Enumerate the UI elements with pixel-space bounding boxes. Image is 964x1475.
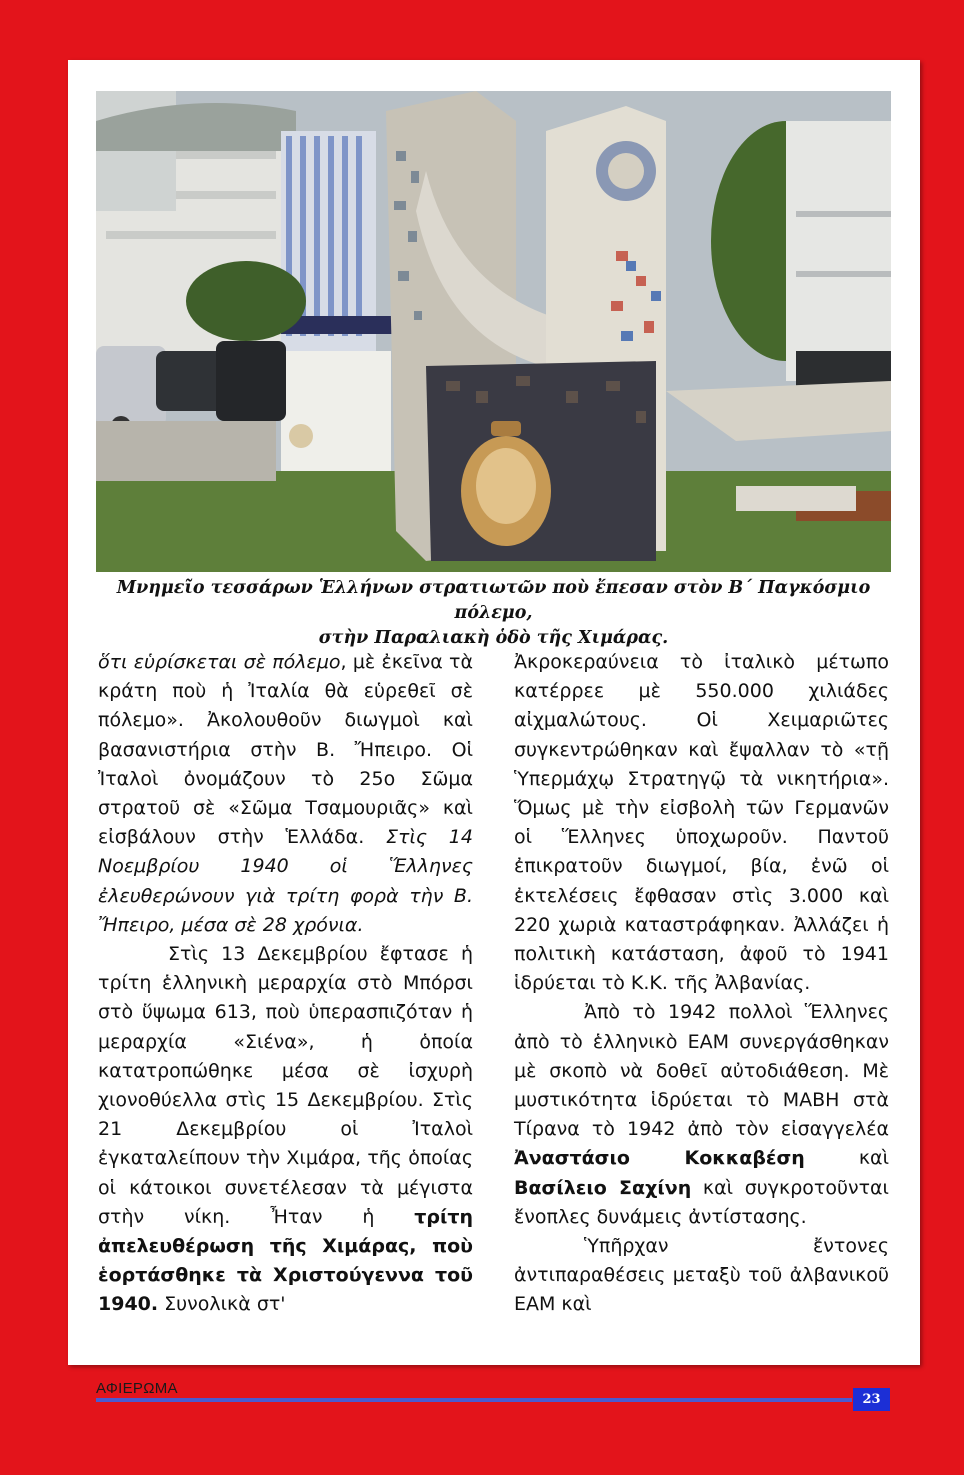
- section-label: ΑΦΙΕΡΩΜΑ: [96, 1380, 178, 1397]
- caption-line-1: Μνημεῖο τεσσάρων Ἑλλήνων στρατιωτῶν ποὺ ἔπεσαν στὸν Β΄ Παγκόσμιο πόλεμο,: [116, 578, 871, 623]
- bold-name-2: Βασίλειο Σαχίνη: [514, 1176, 692, 1199]
- body-text: καὶ συγκροτοῦνται ἔνοπλες δυνάμεις ἀντίστασης.: [514, 1176, 889, 1228]
- photo-caption: [96, 576, 891, 651]
- body-text: , μὲ ἐκεῖνα τὰ κράτη ποὺ ἡ Ἰταλία θὰ εὑρεθεῖ σὲ πόλεμο». Ἀκολουθοῦν διωγμοὶ καὶ βασανιστήρια στὴν Β. Ἤπειρο. Οἱ Ἰταλοὶ ὀνομάζουν τὸ 25ο Σῶμα στρατοῦ σὲ «Σῶμα Τσαμουριᾶς» καὶ εἰσβάλουν στὴν Ἑλλάδα.: [98, 651, 473, 849]
- page-number: 23: [853, 1388, 890, 1411]
- right-paragraph-2: [514, 998, 889, 1232]
- body-text: Στὶς 13 Δεκεμβρίου ἔφτασε ἡ τρίτη ἑλληνικὴ μεραρχία στὸ Μπόρσι στὸ ὕψωμα 613, ποὺ ὑπερασπιζόταν ἡ μεραρχία «Σιένα», ἡ ὁποία κατατροπώθηκε μέσα σὲ ἰσχυρὴ χιονοθύελλα στὶς 15 Δεκεμβρίου. Στὶς 21 Δεκεμβρίου οἱ Ἰταλοὶ ἐγκαταλείπουν τὴν Χιμάρα, τῆς ὁποίας οἱ κάτοικοι συνετέλεσαν τὰ μέγιστα στὴν νίκη. Ἦταν ἡ: [98, 943, 473, 1228]
- body-text: καὶ: [804, 1147, 889, 1170]
- left-paragraph-2: [98, 940, 473, 1320]
- italic-sentence: Στὶς 14 Νοεμβρίου 1940 οἱ Ἕλληνες ἐλευθερώνουν γιὰ τρίτη φορὰ τὴν Β. Ἤπειρο, μέσα σὲ 28 χρόνια.: [98, 826, 473, 936]
- monument-photo: [96, 91, 891, 572]
- right-paragraph-3: Ὑπῆρχαν ἔντονες ἀντιπαραθέσεις μεταξὺ τοῦ ἀλβανικοῦ ΕΑΜ καὶ: [514, 1235, 889, 1316]
- right-paragraph-1: Ἀκροκεραύνεια τὸ ἰταλικὸ μέτωπο κατέρρεε μὲ 550.000 χιλιάδες αἰχμαλώτους. Οἱ Χειμαριῶτες συγκεντρώθηκαν καὶ ἔψαλλαν τὸ «τῇ Ὑπερμάχῳ Στρατηγῷ τὰ νικητήρια». Ὅμως μὲ τὴν εἰσβολὴ τῶν Γερμανῶν οἱ Ἕλληνες ὑποχωροῦν. Παντοῦ ἐπικρατοῦν διωγμοί, βία, ἐνῶ οἱ ἐκτελέσεις ἔφθασαν στὶς 3.000 καὶ 220 χωριὰ καταστράφηκαν. Ἀλλάζει ἡ πολιτικὴ κατάσταση, ἀφοῦ τὸ 1941 ἱδρύεται τὸ Κ.Κ. τῆς Ἀλβανίας.: [514, 651, 889, 995]
- footer-rule: [96, 1398, 852, 1402]
- caption-line-2: στὴν Παραλιακὴ ὁδὸ τῆς Χιμάρας.: [318, 628, 669, 648]
- italic-phrase: ὅτι εὑρίσκεται σὲ πόλεμο: [98, 651, 341, 673]
- body-text: Συνολικὰ στ': [158, 1293, 286, 1316]
- bold-name-1: Ἀναστάσιο Κοκκαβέση: [514, 1147, 805, 1170]
- left-column: [98, 648, 473, 1320]
- body-text: Ἀπὸ τὸ 1942 πολλοὶ Ἕλληνες ἀπὸ τὸ ἑλληνικὸ ΕΑΜ συνεργάσθηκαν μὲ σκοπὸ νὰ δοθεῖ αὐτοδιάθεση. Μὲ μυστικότητα ἱδρύεται τὸ ΜΑΒΗ στὰ Τίρανα τὸ 1942 ἀπὸ τὸν εἰσαγγελέα: [514, 1001, 889, 1141]
- bold-phrase: τρίτη ἀπελευθέρωση τῆς Χιμάρας, ποὺ ἑορτάσθηκε τὰ Χριστούγεννα τοῦ 1940.: [98, 1205, 473, 1316]
- right-column: [514, 648, 889, 1320]
- left-paragraph-1: [98, 648, 473, 940]
